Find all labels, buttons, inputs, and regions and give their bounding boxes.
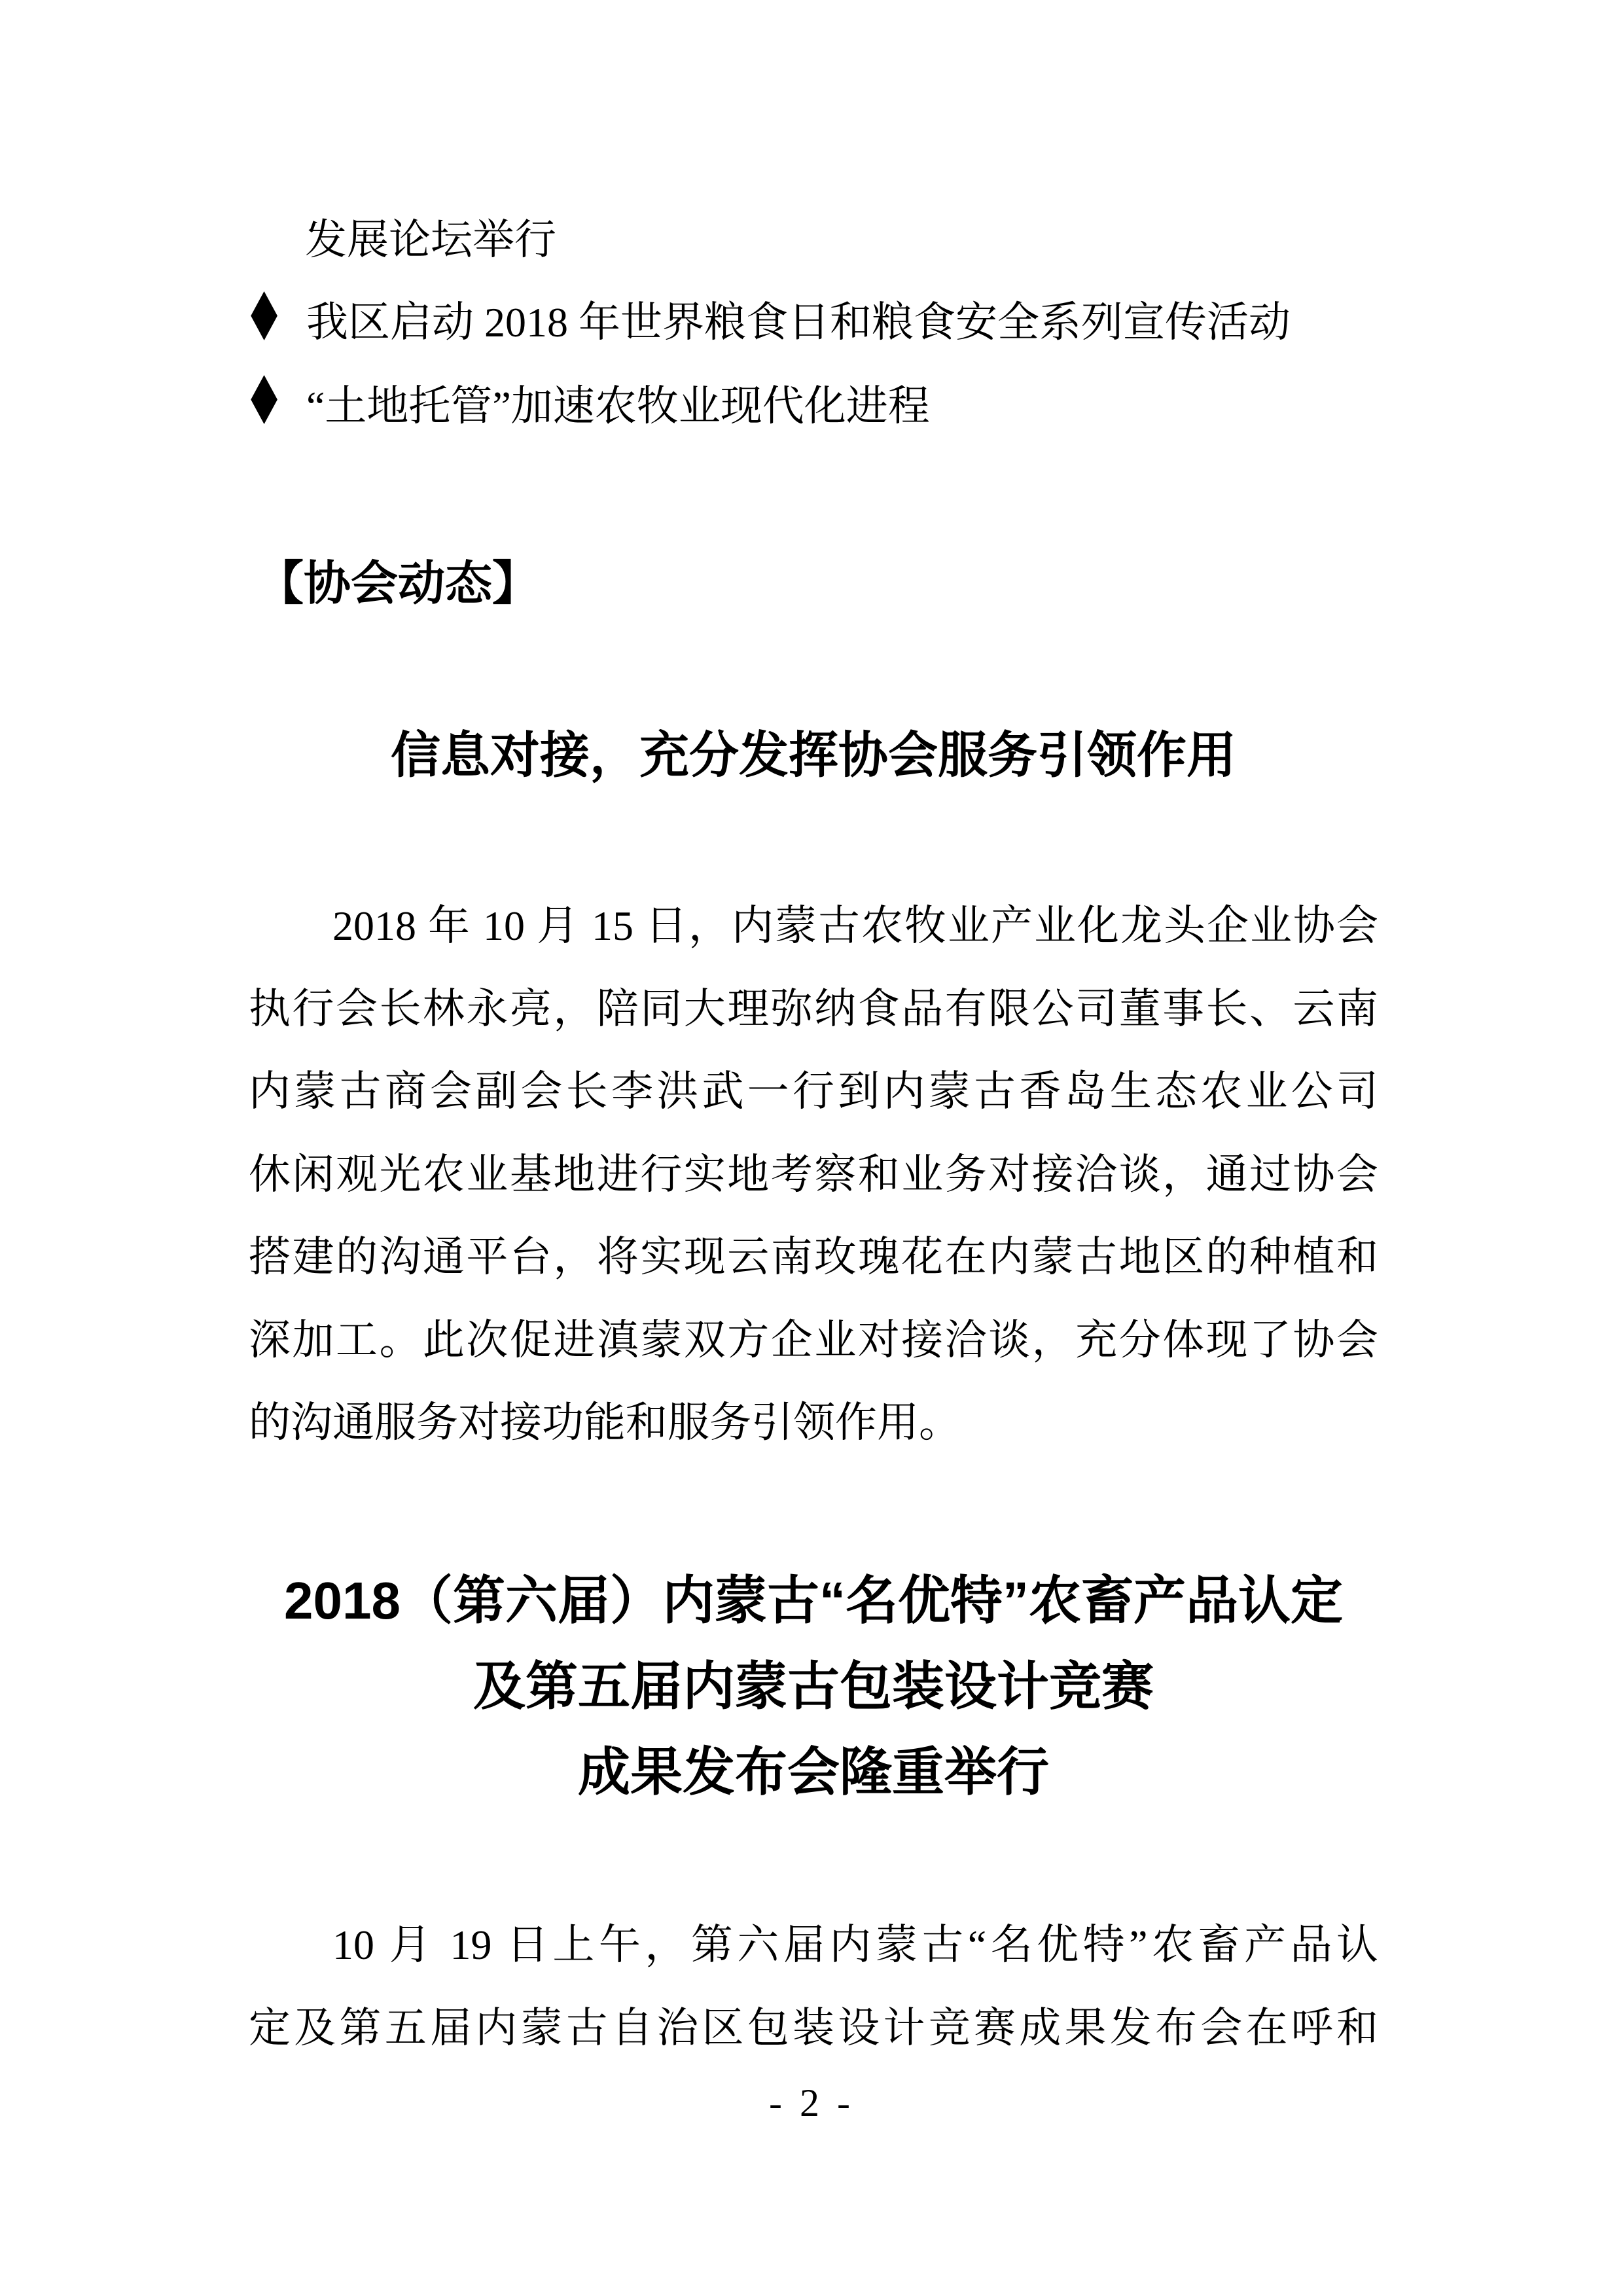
article2-paragraph <box>249 1903 1378 2070</box>
article2-title-line: 及第五届内蒙古包装设计竞赛 <box>473 1657 1154 1715</box>
paragraph-line: 2018 年 10 月 15 日，内蒙古农牧业产业化龙头企业协会 <box>332 903 1378 949</box>
article1-title: 信息对接，充分发挥协会服务引领作用 <box>391 728 1236 783</box>
diamond-bullet-icon: ◆ <box>251 276 278 348</box>
summary-bullet-item <box>250 360 1380 451</box>
paragraph-line: 深加工。此次促进滇蒙双方企业对接洽谈，充分体现了协会 <box>249 1316 1378 1363</box>
diamond-bullet-icon: ◆ <box>251 360 278 431</box>
paragraph-line: 休闲观光农业基地进行实地考察和业务对接洽谈，通过协会 <box>249 1151 1378 1198</box>
paragraph-line: 内蒙古商会副会长李洪武一行到内蒙古香岛生态农业公司 <box>249 1068 1378 1115</box>
summary-bullet-text: “土地托管”加速农牧业现代化进程 <box>306 383 930 429</box>
article2-title <box>249 1558 1378 1815</box>
page-number: - 2 - <box>769 2081 854 2125</box>
summary-bullet-item <box>250 276 1380 367</box>
paragraph-line: 搭建的沟通平台，将实现云南玫瑰花在内蒙古地区的种植和 <box>249 1234 1378 1280</box>
paragraph-line: 10 月 19 日上午，第六届内蒙古“名优特”农畜产品认 <box>332 1922 1378 1968</box>
paragraph-line: 执行会长林永亮，陪同大理弥纳食品有限公司董事长、云南 <box>249 985 1378 1032</box>
paragraph-line: 定及第五届内蒙古自治区包装设计竞赛成果发布会在呼和 <box>249 2005 1378 2051</box>
summary-bullet-text: 我区启动 2018 年世界粮食日和粮食安全系列宣传活动 <box>306 299 1291 346</box>
article1-paragraph <box>249 885 1378 1465</box>
article2-title-line: 2018（第六届）内蒙古“名优特”农畜产品认定 <box>284 1571 1343 1630</box>
article2-title-line: 成果发布会隆重举行 <box>578 1743 1049 1801</box>
paragraph-line: 的沟通服务对接功能和服务引领作用。 <box>249 1399 961 1446</box>
section-header-association-news: 【协会动态】 <box>257 558 540 610</box>
summary-continuation-line: 发展论坛举行 <box>305 217 556 263</box>
